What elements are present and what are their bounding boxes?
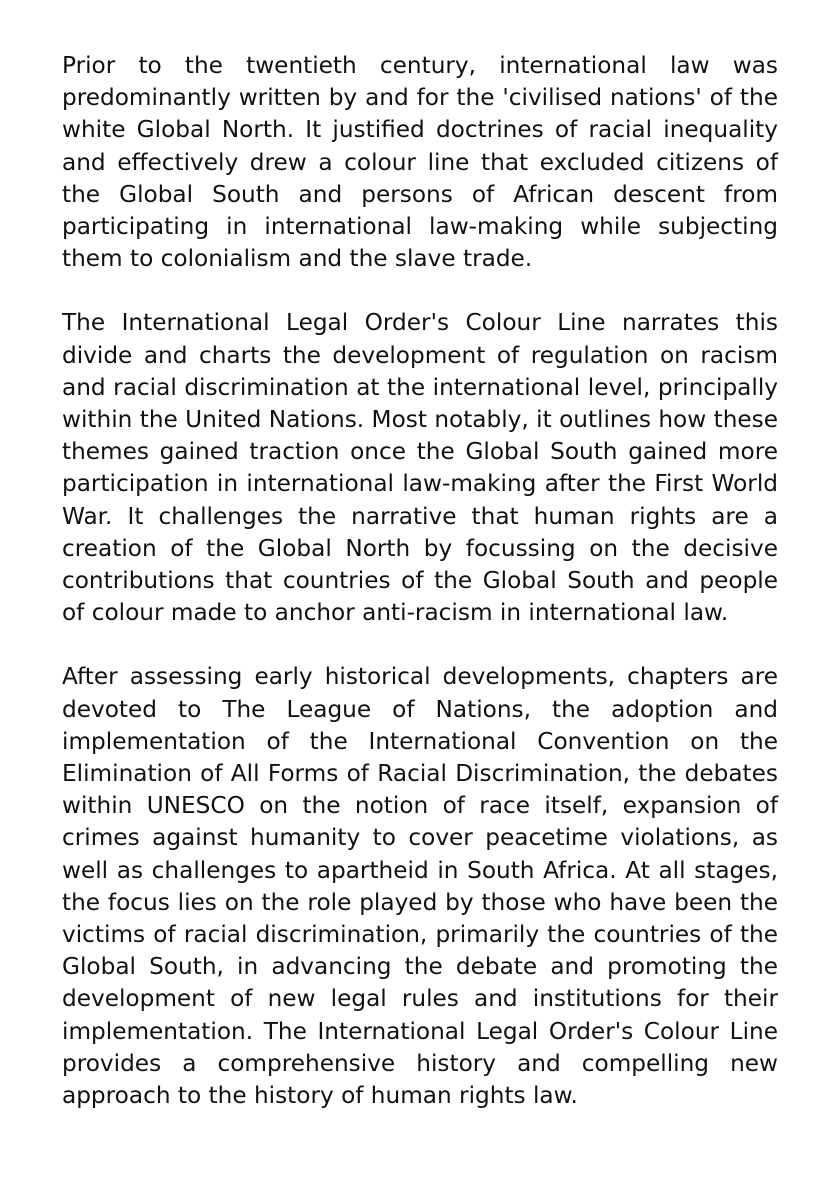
paragraph-summary: The International Legal Order's Colour Line narrates this divide and charts the development of regulation on racism and racial discrimination at the international level, principally within the United Nations. Most notably, it outlines how these themes gained traction once the Global South gained more participation in international law-making after the First World War. It challenges the narrative that human rights are a creation of the Global North by focussing on the decisive contributions that countries of the Global South and people of colour made to anchor anti-racism in international law. <box>62 309 778 627</box>
paragraph-intro: Prior to the twentieth century, international law was predominantly written by and for the 'civilised nations' of the white Global North. It justified doctrines of racial inequality and effectively drew a colour line that excluded citizens of the Global South and persons of African descent from participating in international law-making while subjecting them to colonialism and the slave trade. <box>62 52 778 273</box>
paragraph-chapters: After assessing early historical developments, chapters are devoted to The League of Nations, the adoption and implementation of the International Convention on the Elimination of All Forms of Racial Discrimination, the debates within UNESCO on the notion of race itself, expansion of crimes against humanity to cover peacetime violations, as well as challenges to apartheid in South Africa. At all stages, the focus lies on the role played by those who have been the victims of racial discrimination, primarily the countries of the Global South, in advancing the debate and promoting the development of new legal rules and institutions for their implementation. The International Legal Order's Colour Line provides a comprehensive history and compelling new approach to the history of human rights law. <box>62 663 778 1110</box>
